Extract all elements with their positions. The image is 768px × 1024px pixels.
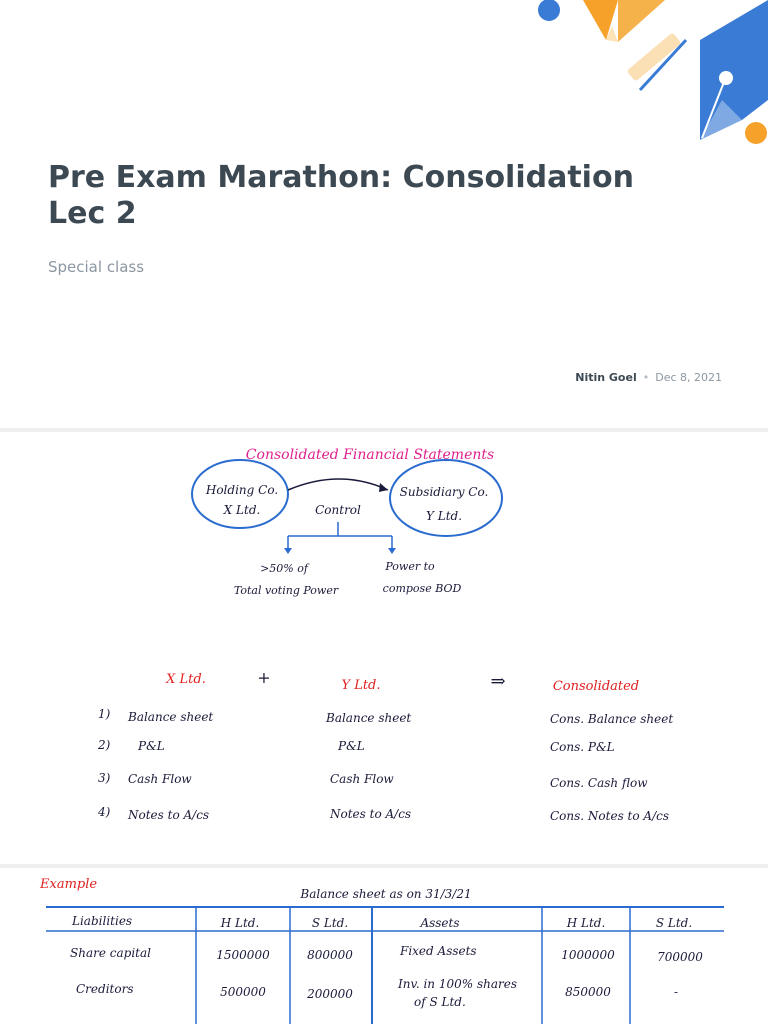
x-item: P&L [138,739,165,753]
cons-item: Cons. P&L [550,740,615,754]
row-number: 1) [98,707,111,721]
control-arrow [288,479,388,490]
col-x-ltd: X Ltd. [166,672,206,687]
pen-nib-hole-icon [719,71,733,85]
notes-page-2 [0,868,768,1024]
y-item: Notes to A/cs [330,807,412,821]
y-item: P&L [338,739,365,753]
control-arrowhead-icon [379,483,388,492]
asset-h-value: 850000 [565,985,611,999]
branch-left-arrowhead-icon [284,548,292,554]
liability-h-value: 1500000 [216,948,270,962]
voting-power-line-2: Total voting Power [233,584,339,597]
asset-name: Fixed Assets [400,944,477,958]
publish-date: Dec 8, 2021 [655,371,722,384]
author-name: Nitin Goel [575,371,637,384]
subsidiary-co-name: Y Ltd. [425,509,463,523]
asset-s-value: - [673,985,679,999]
subsidiary-co-label: Subsidiary Co. [399,485,489,499]
header-liabilities: Liabilities [72,914,133,928]
x-item: Balance sheet [128,710,214,724]
example-label: Example [40,877,98,892]
title-line-2: Lec 2 [48,196,137,231]
plus-sign: + [257,668,271,687]
x-item: Cash Flow [128,772,192,786]
liability-h-value: 500000 [220,985,266,999]
page-title [48,160,648,232]
row-number: 2) [98,738,111,752]
cover-slide [0,0,768,428]
liability-s-value: 200000 [307,987,353,1001]
col-y-ltd: Y Ltd. [341,678,381,693]
notes-heading: Consolidated Financial Statements [245,447,495,463]
separator-dot: • [642,371,650,384]
table-caption: Balance sheet as on 31/3/21 [300,887,472,901]
row-number: 4) [98,805,111,819]
implies-arrow: ⇒ [490,671,506,692]
author-date-line [575,371,722,384]
liability-name: Share capital [70,946,151,960]
voting-power-line-1: >50% of [260,562,308,575]
cons-item: Cons. Cash flow [550,776,648,790]
pencil-body-icon [618,0,665,42]
notes-diagram [0,432,768,864]
asset-h-value: 1000000 [561,948,615,962]
orange-dot-decoration [745,122,767,144]
header-h-ltd-assets: H Ltd. [566,916,606,930]
liability-s-value: 800000 [307,948,353,962]
header-s-ltd: S Ltd. [311,916,349,930]
compose-bod-line-1: Power to [385,560,435,573]
header-assets: Assets [420,916,460,930]
cons-item: Cons. Balance sheet [550,712,674,726]
holding-co-label: Holding Co. [205,483,279,497]
y-item: Balance sheet [326,711,412,725]
control-label: Control [315,503,361,517]
asset-name-cont: of S Ltd. [414,995,466,1009]
asset-name: Inv. in 100% shares [398,977,517,991]
row-number: 3) [98,771,111,785]
holding-co-name: X Ltd. [223,503,261,517]
liability-name: Creditors [76,982,134,996]
y-item: Cash Flow [330,772,394,786]
blue-dot-decoration [538,0,560,21]
col-consolidated: Consolidated [552,679,640,694]
title-line-1: Pre Exam Marathon: Consolidation [48,160,634,195]
x-item: Notes to A/cs [128,808,210,822]
header-s-ltd-assets: S Ltd. [655,916,693,930]
asset-s-value: 700000 [657,950,703,964]
notes-page-1 [0,432,768,864]
cons-item: Cons. Notes to A/cs [550,809,669,823]
header-h-ltd: H Ltd. [220,916,260,930]
branch-right-arrowhead-icon [388,548,396,554]
subtitle: Special class [48,258,145,276]
balance-sheet-table [0,868,768,1024]
compose-bod-line-2: compose BOD [382,582,462,595]
